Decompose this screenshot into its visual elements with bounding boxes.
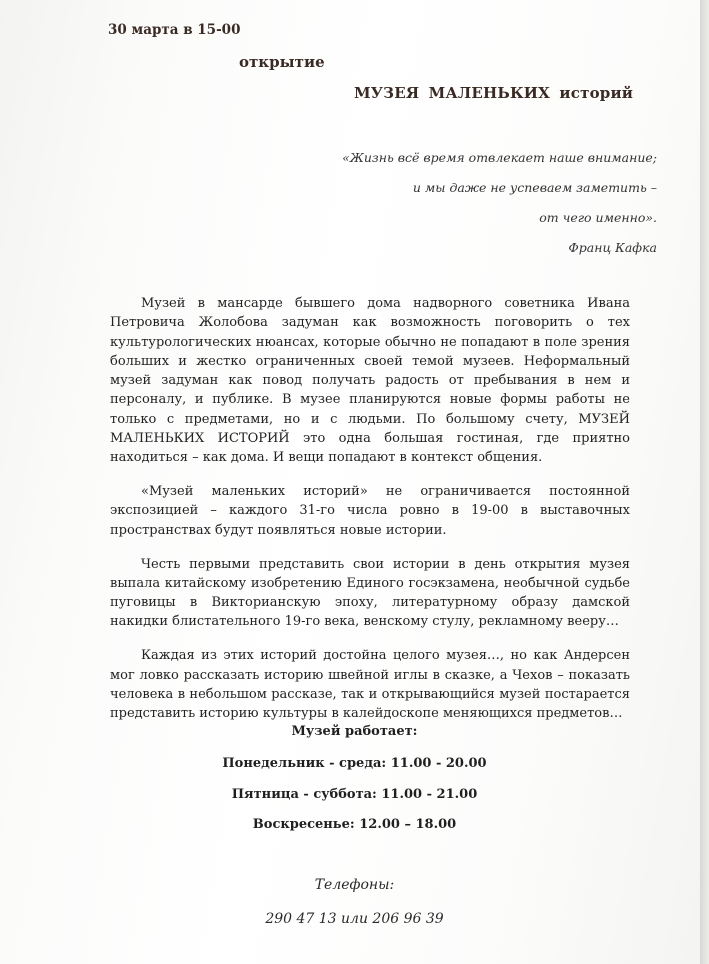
phone-numbers: 290 47 13 или 206 96 39 <box>265 911 444 927</box>
paragraph: Каждая из этих историй достойна целого музея…, но как Андерсен мог ловко рассказать историю швейной иглы в сказке, а Чехов – показать человека в небольшом рассказе, так и открывающийся музей постарается представить историю культуры в калейдоскопе меняющихся предметов… <box>110 648 630 722</box>
quote-author: Франц Кафка <box>568 240 657 255</box>
event-date: 30 марта в 15-00 <box>108 22 241 38</box>
quote-line: «Жизнь всё время отвлекает наше внимание; <box>342 150 657 165</box>
quote-line: и мы даже не успеваем заметить – <box>412 180 657 195</box>
paragraph: Честь первыми представить свои истории в день открытия музея выпала китайскому изобретению Единого госэкзамена, необычной судьбе пуговицы в Викторианскую эпоху, литературному образу дамской накидки блистательного 19-го века, венскому стулу, рекламному вееру… <box>110 556 630 630</box>
quote-line: от чего именно». <box>539 210 657 225</box>
schedule-heading: Музей работает: <box>291 724 418 739</box>
paragraph: «Музей маленьких историй» не ограничивается постоянной экспозицией – каждого 31-го числа ровно в 19-00 в выставочных пространствах будут появляться новые истории. <box>110 484 630 538</box>
body-text <box>110 294 630 738</box>
schedule-row: Воскресенье: 12.00 – 18.00 <box>252 817 457 832</box>
schedule-row: Пятница - суббота: 11.00 - 21.00 <box>231 787 478 802</box>
opening-title: открытие <box>239 53 325 71</box>
phones-label: Телефоны: <box>314 877 395 893</box>
epigraph <box>342 148 657 268</box>
paragraph: Музей в мансарде бывшего дома надворного советника Ивана Петровича Жолобова задуман как возможность поговорить о тех культурологических нюансах, которые обычно не попадают в поле зрения больших и жестко ограниченных своей темой музеев. Неформальный музей задуман как повод получать радость от пребывания в нем и персоналу, и публике. В музее планируются новые формы работы не только с предметами, но и с людьми. По большому счету, МУЗЕЙ МАЛЕНЬКИХ ИСТОРИЙ это одна большая гостиная, где приятно находиться – как дома. И вещи попадают в контекст общения. <box>110 296 630 466</box>
museum-title: МУЗЕЯ МАЛЕНЬКИХ историй <box>354 84 634 102</box>
schedule-row: Понедельник - среда: 11.00 - 20.00 <box>222 756 487 771</box>
